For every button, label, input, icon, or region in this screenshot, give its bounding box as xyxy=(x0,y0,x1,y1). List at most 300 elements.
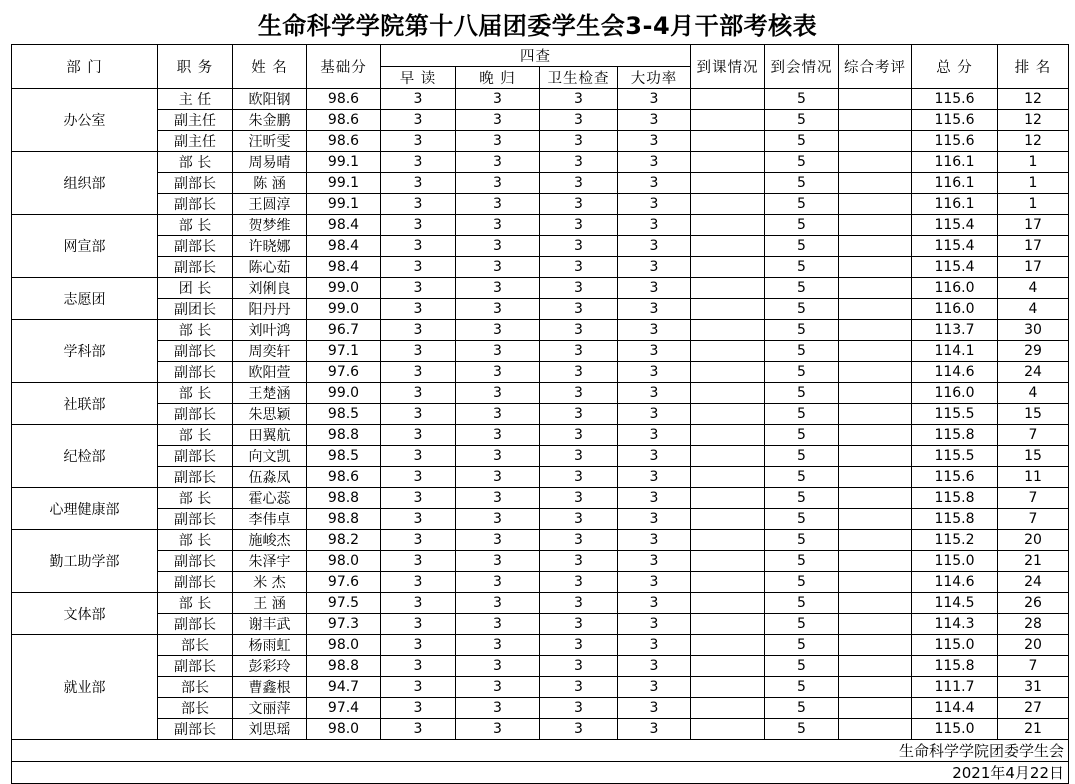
total-score-cell: 115.6 xyxy=(912,110,998,131)
overall-evaluation-cell xyxy=(839,404,912,425)
hygiene-check-cell: 3 xyxy=(540,131,618,152)
high-power-cell: 3 xyxy=(618,404,691,425)
meeting-attendance-cell: 5 xyxy=(765,425,839,446)
table-row xyxy=(12,89,1069,110)
class-attendance-cell xyxy=(691,152,765,173)
role-cell: 部 长 xyxy=(158,530,233,551)
morning-reading-cell: 3 xyxy=(381,236,456,257)
rank-cell: 27 xyxy=(998,698,1069,719)
base-score-cell: 97.1 xyxy=(307,341,381,362)
morning-reading-cell: 3 xyxy=(381,257,456,278)
rank-cell: 15 xyxy=(998,404,1069,425)
total-score-cell: 116.1 xyxy=(912,194,998,215)
total-score-cell: 115.2 xyxy=(912,530,998,551)
rank-cell: 1 xyxy=(998,194,1069,215)
table-row xyxy=(12,341,1069,362)
role-cell: 副部长 xyxy=(158,446,233,467)
base-score-cell: 98.4 xyxy=(307,236,381,257)
meeting-attendance-cell: 5 xyxy=(765,467,839,488)
base-score-cell: 98.6 xyxy=(307,89,381,110)
table-row xyxy=(12,383,1069,404)
class-attendance-cell xyxy=(691,89,765,110)
high-power-cell: 3 xyxy=(618,383,691,404)
evening-return-cell: 3 xyxy=(456,698,540,719)
meeting-attendance-cell: 5 xyxy=(765,110,839,131)
high-power-cell: 3 xyxy=(618,656,691,677)
name-cell: 李伟卓 xyxy=(233,509,307,530)
class-attendance-cell xyxy=(691,404,765,425)
department-cell: 心理健康部 xyxy=(12,488,158,530)
morning-reading-cell: 3 xyxy=(381,509,456,530)
high-power-cell: 3 xyxy=(618,677,691,698)
hygiene-check-cell: 3 xyxy=(540,299,618,320)
overall-evaluation-cell xyxy=(839,362,912,383)
name-cell: 刘叶鸿 xyxy=(233,320,307,341)
overall-evaluation-cell xyxy=(839,194,912,215)
role-cell: 团 长 xyxy=(158,278,233,299)
role-cell: 副部长 xyxy=(158,404,233,425)
meeting-attendance-cell: 5 xyxy=(765,404,839,425)
hygiene-check-cell: 3 xyxy=(540,719,618,740)
evening-return-cell: 3 xyxy=(456,383,540,404)
total-score-cell: 116.1 xyxy=(912,173,998,194)
table-row xyxy=(12,236,1069,257)
rank-cell: 1 xyxy=(998,173,1069,194)
table-row xyxy=(12,551,1069,572)
overall-evaluation-cell xyxy=(839,467,912,488)
high-power-cell: 3 xyxy=(618,572,691,593)
high-power-cell: 3 xyxy=(618,236,691,257)
morning-reading-cell: 3 xyxy=(381,215,456,236)
role-cell: 副部长 xyxy=(158,467,233,488)
hygiene-check-cell: 3 xyxy=(540,257,618,278)
rank-cell: 31 xyxy=(998,677,1069,698)
meeting-attendance-cell: 5 xyxy=(765,656,839,677)
evening-return-cell: 3 xyxy=(456,152,540,173)
rank-cell: 17 xyxy=(998,215,1069,236)
role-cell: 副部长 xyxy=(158,719,233,740)
hygiene-check-cell: 3 xyxy=(540,467,618,488)
overall-evaluation-cell xyxy=(839,215,912,236)
rank-cell: 15 xyxy=(998,446,1069,467)
overall-evaluation-cell xyxy=(839,446,912,467)
role-cell: 部长 xyxy=(158,698,233,719)
rank-cell: 4 xyxy=(998,383,1069,404)
base-score-cell: 99.1 xyxy=(307,173,381,194)
hygiene-check-cell: 3 xyxy=(540,341,618,362)
high-power-cell: 3 xyxy=(618,551,691,572)
base-score-cell: 94.7 xyxy=(307,677,381,698)
class-attendance-cell xyxy=(691,656,765,677)
base-score-cell: 97.6 xyxy=(307,572,381,593)
morning-reading-cell: 3 xyxy=(381,677,456,698)
class-attendance-cell xyxy=(691,614,765,635)
meeting-attendance-cell: 5 xyxy=(765,236,839,257)
name-cell: 周奕轩 xyxy=(233,341,307,362)
department-cell: 网宣部 xyxy=(12,215,158,278)
morning-reading-cell: 3 xyxy=(381,152,456,173)
overall-evaluation-cell xyxy=(839,173,912,194)
rank-cell: 17 xyxy=(998,257,1069,278)
department-cell: 就业部 xyxy=(12,635,158,740)
total-score-cell: 115.0 xyxy=(912,719,998,740)
evening-return-cell: 3 xyxy=(456,299,540,320)
evening-return-cell: 3 xyxy=(456,173,540,194)
base-score-cell: 98.6 xyxy=(307,131,381,152)
morning-reading-cell: 3 xyxy=(381,383,456,404)
role-cell: 部长 xyxy=(158,677,233,698)
page-title: 生命科学学院第十八届团委学生会3-4月干部考核表 xyxy=(257,12,818,40)
overall-evaluation-cell xyxy=(839,383,912,404)
hygiene-check-cell: 3 xyxy=(540,488,618,509)
total-score-cell: 113.7 xyxy=(912,320,998,341)
rank-cell: 7 xyxy=(998,425,1069,446)
overall-evaluation-cell xyxy=(839,236,912,257)
class-attendance-cell xyxy=(691,131,765,152)
morning-reading-cell: 3 xyxy=(381,656,456,677)
class-attendance-cell xyxy=(691,467,765,488)
hygiene-check-cell: 3 xyxy=(540,677,618,698)
evening-return-cell: 3 xyxy=(456,257,540,278)
table-row xyxy=(12,194,1069,215)
total-score-cell: 114.1 xyxy=(912,341,998,362)
header-row-1 xyxy=(12,45,1069,67)
table-row xyxy=(12,320,1069,341)
hygiene-check-cell: 3 xyxy=(540,593,618,614)
base-score-cell: 99.0 xyxy=(307,299,381,320)
morning-reading-cell: 3 xyxy=(381,278,456,299)
class-attendance-cell xyxy=(691,278,765,299)
table-row xyxy=(12,257,1069,278)
hygiene-check-cell: 3 xyxy=(540,404,618,425)
hygiene-check-cell: 3 xyxy=(540,572,618,593)
rank-cell: 24 xyxy=(998,362,1069,383)
high-power-cell: 3 xyxy=(618,446,691,467)
name-cell: 刘思瑶 xyxy=(233,719,307,740)
total-score-cell: 115.5 xyxy=(912,404,998,425)
footer-date: 2021年4月22日 xyxy=(12,762,1069,784)
high-power-cell: 3 xyxy=(618,131,691,152)
total-score-cell: 115.8 xyxy=(912,488,998,509)
morning-reading-cell: 3 xyxy=(381,446,456,467)
meeting-attendance-cell: 5 xyxy=(765,509,839,530)
role-cell: 部 长 xyxy=(158,593,233,614)
rank-cell: 29 xyxy=(998,341,1069,362)
morning-reading-cell: 3 xyxy=(381,530,456,551)
name-cell: 米 杰 xyxy=(233,572,307,593)
morning-reading-cell: 3 xyxy=(381,425,456,446)
morning-reading-cell: 3 xyxy=(381,320,456,341)
class-attendance-cell xyxy=(691,698,765,719)
class-attendance-cell xyxy=(691,215,765,236)
hygiene-check-cell: 3 xyxy=(540,278,618,299)
rank-cell: 1 xyxy=(998,152,1069,173)
hygiene-check-cell: 3 xyxy=(540,89,618,110)
meeting-attendance-cell: 5 xyxy=(765,257,839,278)
name-cell: 刘俐良 xyxy=(233,278,307,299)
evening-return-cell: 3 xyxy=(456,404,540,425)
hygiene-check-cell: 3 xyxy=(540,320,618,341)
table-row xyxy=(12,488,1069,509)
evening-return-cell: 3 xyxy=(456,509,540,530)
total-score-cell: 115.4 xyxy=(912,257,998,278)
high-power-cell: 3 xyxy=(618,488,691,509)
evening-return-cell: 3 xyxy=(456,89,540,110)
role-cell: 副部长 xyxy=(158,509,233,530)
morning-reading-cell: 3 xyxy=(381,194,456,215)
class-attendance-cell xyxy=(691,425,765,446)
class-attendance-cell xyxy=(691,593,765,614)
high-power-cell: 3 xyxy=(618,362,691,383)
overall-evaluation-cell xyxy=(839,131,912,152)
name-cell: 汪昕雯 xyxy=(233,131,307,152)
class-attendance-cell xyxy=(691,110,765,131)
evening-return-cell: 3 xyxy=(456,320,540,341)
hygiene-check-cell: 3 xyxy=(540,635,618,656)
footer-org-row xyxy=(12,740,1069,762)
header-meeting-attendance: 到会情况 xyxy=(765,45,839,89)
class-attendance-cell xyxy=(691,572,765,593)
base-score-cell: 98.4 xyxy=(307,257,381,278)
meeting-attendance-cell: 5 xyxy=(765,320,839,341)
morning-reading-cell: 3 xyxy=(381,614,456,635)
base-score-cell: 96.7 xyxy=(307,320,381,341)
class-attendance-cell xyxy=(691,635,765,656)
total-score-cell: 116.0 xyxy=(912,278,998,299)
department-cell: 志愿团 xyxy=(12,278,158,320)
table-row xyxy=(12,677,1069,698)
evening-return-cell: 3 xyxy=(456,593,540,614)
morning-reading-cell: 3 xyxy=(381,593,456,614)
evening-return-cell: 3 xyxy=(456,488,540,509)
evening-return-cell: 3 xyxy=(456,551,540,572)
meeting-attendance-cell: 5 xyxy=(765,278,839,299)
meeting-attendance-cell: 5 xyxy=(765,152,839,173)
meeting-attendance-cell: 5 xyxy=(765,446,839,467)
table-row xyxy=(12,152,1069,173)
header-hygiene-check: 卫生检查 xyxy=(540,67,618,89)
base-score-cell: 98.0 xyxy=(307,635,381,656)
evening-return-cell: 3 xyxy=(456,131,540,152)
name-cell: 杨雨虹 xyxy=(233,635,307,656)
overall-evaluation-cell xyxy=(839,278,912,299)
evening-return-cell: 3 xyxy=(456,215,540,236)
base-score-cell: 99.0 xyxy=(307,278,381,299)
high-power-cell: 3 xyxy=(618,257,691,278)
overall-evaluation-cell xyxy=(839,572,912,593)
table-row xyxy=(12,467,1069,488)
class-attendance-cell xyxy=(691,341,765,362)
role-cell: 副部长 xyxy=(158,656,233,677)
role-cell: 副部长 xyxy=(158,551,233,572)
table-row xyxy=(12,572,1069,593)
high-power-cell: 3 xyxy=(618,320,691,341)
meeting-attendance-cell: 5 xyxy=(765,488,839,509)
header-total: 总 分 xyxy=(912,45,998,89)
meeting-attendance-cell: 5 xyxy=(765,614,839,635)
class-attendance-cell xyxy=(691,194,765,215)
rank-cell: 28 xyxy=(998,614,1069,635)
header-class-attendance: 到课情况 xyxy=(691,45,765,89)
overall-evaluation-cell xyxy=(839,257,912,278)
role-cell: 副团长 xyxy=(158,299,233,320)
base-score-cell: 99.1 xyxy=(307,152,381,173)
name-cell: 霍心蕊 xyxy=(233,488,307,509)
overall-evaluation-cell xyxy=(839,614,912,635)
high-power-cell: 3 xyxy=(618,215,691,236)
rank-cell: 4 xyxy=(998,278,1069,299)
rank-cell: 20 xyxy=(998,530,1069,551)
role-cell: 副部长 xyxy=(158,341,233,362)
class-attendance-cell xyxy=(691,719,765,740)
name-cell: 陈心茹 xyxy=(233,257,307,278)
department-cell: 学科部 xyxy=(12,320,158,383)
meeting-attendance-cell: 5 xyxy=(765,173,839,194)
class-attendance-cell xyxy=(691,509,765,530)
rank-cell: 17 xyxy=(998,236,1069,257)
high-power-cell: 3 xyxy=(618,110,691,131)
high-power-cell: 3 xyxy=(618,278,691,299)
total-score-cell: 114.6 xyxy=(912,572,998,593)
class-attendance-cell xyxy=(691,173,765,194)
overall-evaluation-cell xyxy=(839,89,912,110)
name-cell: 王 涵 xyxy=(233,593,307,614)
name-cell: 彭彩玲 xyxy=(233,656,307,677)
high-power-cell: 3 xyxy=(618,299,691,320)
role-cell: 副部长 xyxy=(158,236,233,257)
class-attendance-cell xyxy=(691,488,765,509)
hygiene-check-cell: 3 xyxy=(540,110,618,131)
hygiene-check-cell: 3 xyxy=(540,446,618,467)
name-cell: 王楚涵 xyxy=(233,383,307,404)
evening-return-cell: 3 xyxy=(456,530,540,551)
rank-cell: 12 xyxy=(998,89,1069,110)
table-row xyxy=(12,698,1069,719)
total-score-cell: 115.6 xyxy=(912,131,998,152)
base-score-cell: 98.8 xyxy=(307,656,381,677)
role-cell: 部长 xyxy=(158,635,233,656)
total-score-cell: 114.3 xyxy=(912,614,998,635)
overall-evaluation-cell xyxy=(839,425,912,446)
base-score-cell: 98.0 xyxy=(307,551,381,572)
name-cell: 朱金鹏 xyxy=(233,110,307,131)
name-cell: 曹鑫根 xyxy=(233,677,307,698)
role-cell: 部 长 xyxy=(158,383,233,404)
header-dept: 部 门 xyxy=(12,45,158,89)
role-cell: 副部长 xyxy=(158,194,233,215)
total-score-cell: 115.8 xyxy=(912,656,998,677)
department-cell: 办公室 xyxy=(12,89,158,152)
name-cell: 王圆淳 xyxy=(233,194,307,215)
base-score-cell: 97.5 xyxy=(307,593,381,614)
rank-cell: 24 xyxy=(998,572,1069,593)
hygiene-check-cell: 3 xyxy=(540,614,618,635)
header-high-power: 大功率 xyxy=(618,67,691,89)
department-cell: 社联部 xyxy=(12,383,158,425)
role-cell: 部 长 xyxy=(158,488,233,509)
morning-reading-cell: 3 xyxy=(381,488,456,509)
meeting-attendance-cell: 5 xyxy=(765,341,839,362)
table-row xyxy=(12,299,1069,320)
class-attendance-cell xyxy=(691,551,765,572)
morning-reading-cell: 3 xyxy=(381,467,456,488)
meeting-attendance-cell: 5 xyxy=(765,362,839,383)
meeting-attendance-cell: 5 xyxy=(765,194,839,215)
high-power-cell: 3 xyxy=(618,467,691,488)
total-score-cell: 115.0 xyxy=(912,635,998,656)
class-attendance-cell xyxy=(691,530,765,551)
meeting-attendance-cell: 5 xyxy=(765,551,839,572)
role-cell: 副部长 xyxy=(158,362,233,383)
table-row xyxy=(12,446,1069,467)
morning-reading-cell: 3 xyxy=(381,131,456,152)
high-power-cell: 3 xyxy=(618,425,691,446)
overall-evaluation-cell xyxy=(839,677,912,698)
role-cell: 部 长 xyxy=(158,152,233,173)
department-cell: 勤工助学部 xyxy=(12,530,158,593)
footer-organization: 生命科学学院团委学生会 xyxy=(12,740,1069,762)
rank-cell: 21 xyxy=(998,551,1069,572)
base-score-cell: 97.6 xyxy=(307,362,381,383)
rank-cell: 21 xyxy=(998,719,1069,740)
morning-reading-cell: 3 xyxy=(381,719,456,740)
evening-return-cell: 3 xyxy=(456,635,540,656)
high-power-cell: 3 xyxy=(618,614,691,635)
morning-reading-cell: 3 xyxy=(381,362,456,383)
table-row xyxy=(12,110,1069,131)
name-cell: 伍淼凤 xyxy=(233,467,307,488)
rank-cell: 30 xyxy=(998,320,1069,341)
role-cell: 部 长 xyxy=(158,215,233,236)
evening-return-cell: 3 xyxy=(456,341,540,362)
meeting-attendance-cell: 5 xyxy=(765,530,839,551)
overall-evaluation-cell xyxy=(839,698,912,719)
meeting-attendance-cell: 5 xyxy=(765,635,839,656)
evening-return-cell: 3 xyxy=(456,677,540,698)
meeting-attendance-cell: 5 xyxy=(765,299,839,320)
table-row xyxy=(12,215,1069,236)
table-row xyxy=(12,656,1069,677)
base-score-cell: 99.0 xyxy=(307,383,381,404)
total-score-cell: 114.4 xyxy=(912,698,998,719)
header-evening-return: 晚 归 xyxy=(456,67,540,89)
header-role: 职 务 xyxy=(158,45,233,89)
base-score-cell: 98.5 xyxy=(307,404,381,425)
hygiene-check-cell: 3 xyxy=(540,194,618,215)
table-row xyxy=(12,278,1069,299)
base-score-cell: 98.6 xyxy=(307,467,381,488)
meeting-attendance-cell: 5 xyxy=(765,593,839,614)
table-row xyxy=(12,362,1069,383)
high-power-cell: 3 xyxy=(618,152,691,173)
overall-evaluation-cell xyxy=(839,299,912,320)
total-score-cell: 115.5 xyxy=(912,446,998,467)
evening-return-cell: 3 xyxy=(456,572,540,593)
table-row xyxy=(12,530,1069,551)
high-power-cell: 3 xyxy=(618,341,691,362)
name-cell: 许晓娜 xyxy=(233,236,307,257)
overall-evaluation-cell xyxy=(839,341,912,362)
hygiene-check-cell: 3 xyxy=(540,425,618,446)
name-cell: 施峻杰 xyxy=(233,530,307,551)
morning-reading-cell: 3 xyxy=(381,173,456,194)
rank-cell: 12 xyxy=(998,110,1069,131)
hygiene-check-cell: 3 xyxy=(540,173,618,194)
overall-evaluation-cell xyxy=(839,551,912,572)
hygiene-check-cell: 3 xyxy=(540,509,618,530)
high-power-cell: 3 xyxy=(618,593,691,614)
meeting-attendance-cell: 5 xyxy=(765,89,839,110)
